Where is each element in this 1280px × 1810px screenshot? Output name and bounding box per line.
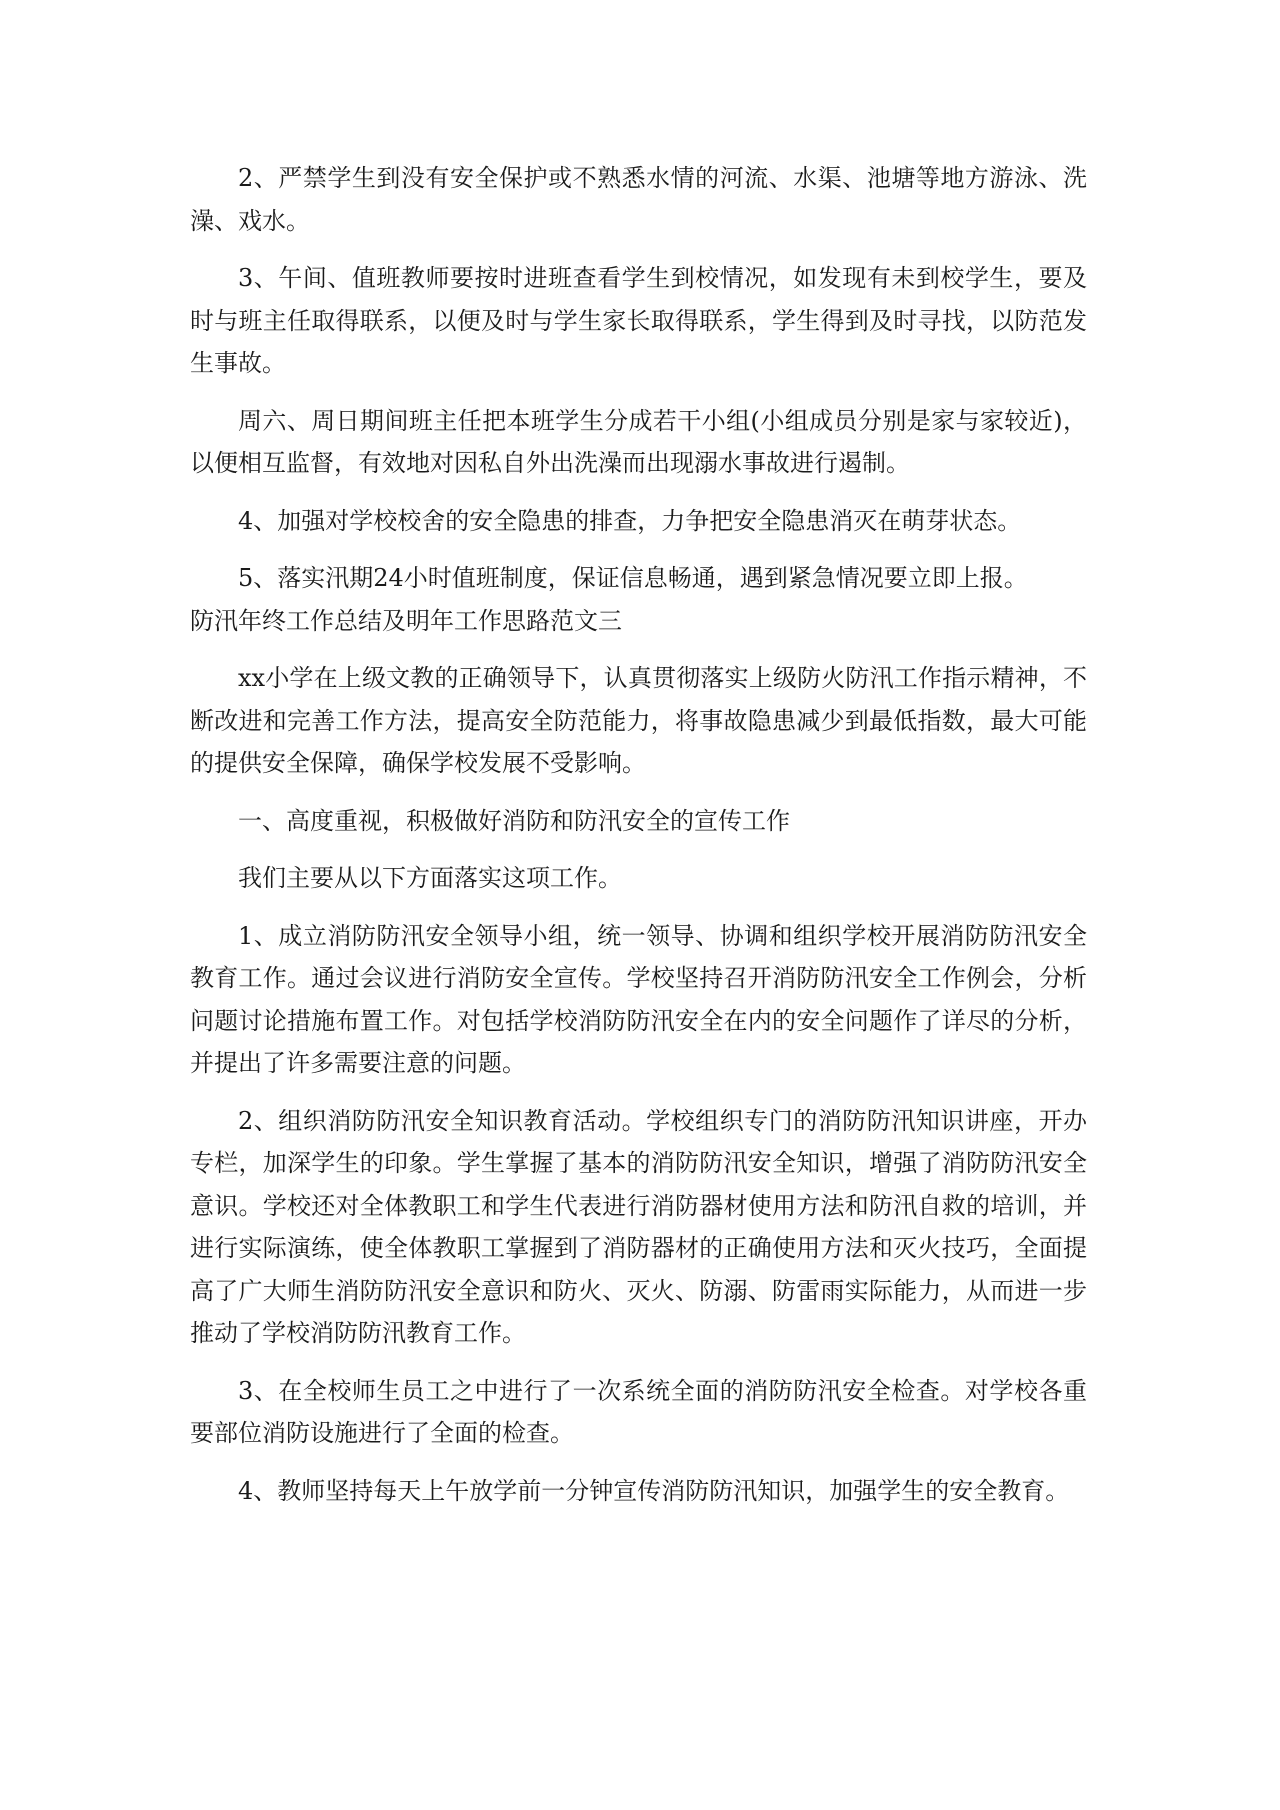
paragraph: 3、在全校师生员工之中进行了一次系统全面的消防防汛安全检查。对学校各重要部位消防设施进行了全面的检查。 (190, 1376, 1087, 1447)
paragraph: 2、严禁学生到没有安全保护或不熟悉水情的河流、水渠、池塘等地方游泳、洗澡、戏水。 (190, 164, 1087, 235)
paragraph: 我们主要从以下方面落实这项工作。 (238, 864, 622, 892)
paragraph: 1、成立消防防汛安全领导小组，统一领导、协调和组织学校开展消防防汛安全教育工作。通过会议进行消防安全宣传。学校坚持召开消防防汛安全工作例会，分析问题讨论措施布置工作。对包括学校消防防汛安全在内的安全问题作了详尽的分析，并提出了许多需要注意的问题。 (190, 921, 1087, 1077)
paragraph: xx小学在上级文教的正确领导下，认真贯彻落实上级防火防汛工作指示精神，不断改进和完善工作方法，提高安全防范能力，将事故隐患减少到最低指数，最大可能的提供安全保障，确保学校发展不受影响。 (190, 664, 1087, 777)
paragraph: 2、组织消防防汛安全知识教育活动。学校组织专门的消防防汛知识讲座，开办专栏，加深学生的印象。学生掌握了基本的消防防汛安全知识，增强了消防防汛安全意识。学校还对全体教职工和学生代表进行消防器材使用方法和防汛自救的培训，并进行实际演练，使全体教职工掌握到了消防器材的正确使用方法和灭火技巧，全面提高了广大师生消防防汛安全意识和防火、灭火、防溺、防雷雨实际能力，从而进一步推动了学校消防防汛教育工作。 (190, 1106, 1087, 1347)
subheading: 一、高度重视，积极做好消防和防汛安全的宣传工作 (238, 806, 790, 835)
paragraph: 4、教师坚持每天上午放学前一分钟宣传消防防汛知识，加强学生的安全教育。 (238, 1476, 1070, 1505)
paragraph: 3、午间、值班教师要按时进班查看学生到校情况，如发现有未到校学生，要及时与班主任取得联系，以便及时与学生家长取得联系，学生得到及时寻找，以防范发生事故。 (190, 264, 1087, 377)
paragraph: 4、加强对学校校舍的安全隐患的排查，力争把安全隐患消灭在萌芽状态。 (238, 506, 1022, 535)
paragraph: 周六、周日期间班主任把本班学生分成若干小组(小组成员分别是家与家较近)，以便相互监督，有效地对因私自外出洗澡而出现溺水事故进行遏制。 (190, 406, 1087, 477)
paragraph: 5、落实汛期24小时值班制度，保证信息畅通，遇到紧急情况要立即上报。 (238, 564, 1028, 592)
document-body (190, 157, 1087, 1527)
section-heading: 防汛年终工作总结及明年工作思路范文三 (190, 606, 622, 635)
